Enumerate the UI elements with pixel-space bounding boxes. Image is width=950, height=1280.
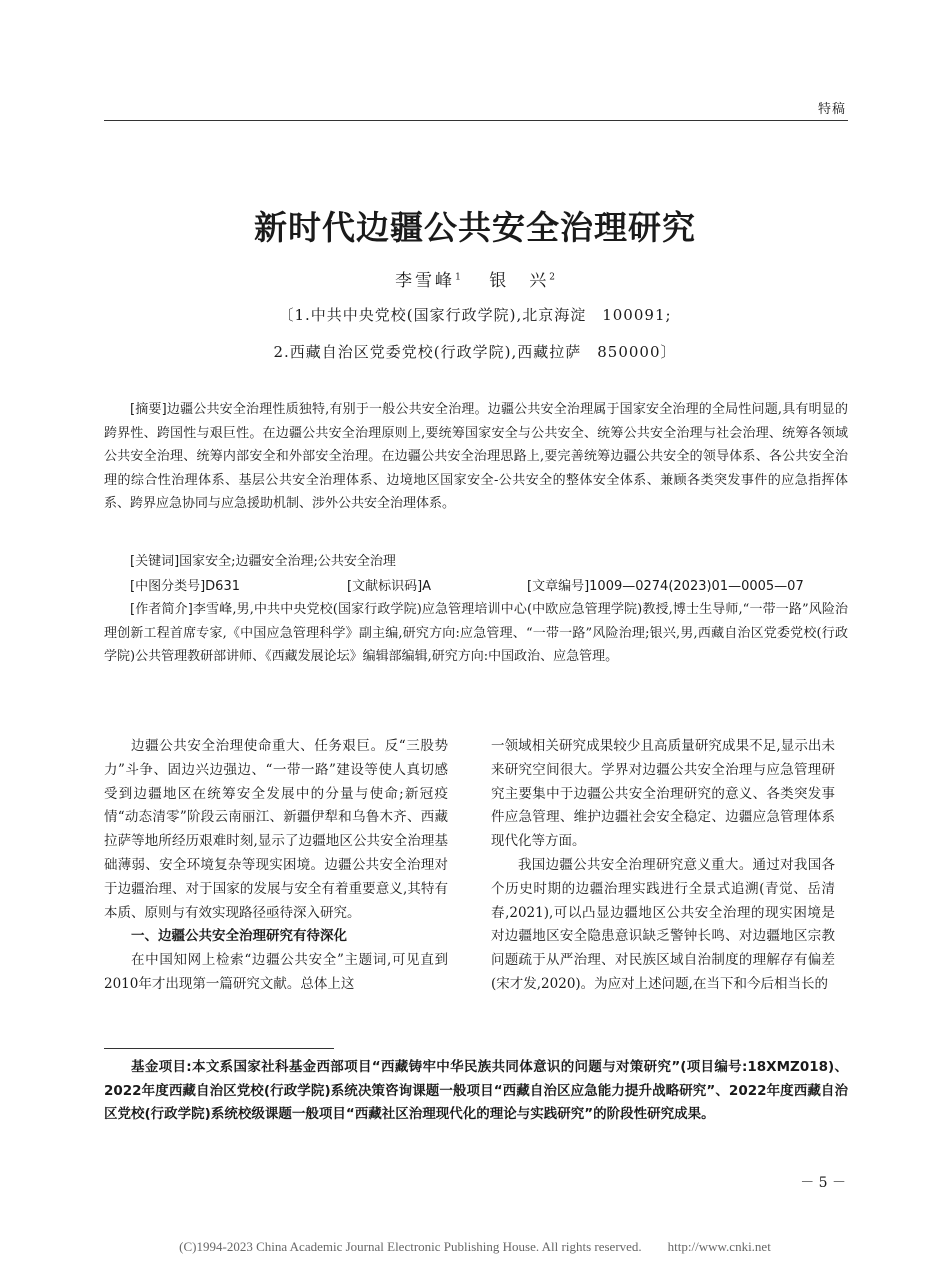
affiliation-2: 2.西藏自治区党委党校(行政学院),西藏拉萨 850000〕	[273, 343, 677, 361]
abstract-label: [摘要]	[130, 402, 167, 417]
document-code: [文献标识码]A	[347, 579, 432, 594]
body-paragraph: 一领域相关研究成果较少且高质量研究成果不足,显示出未来研究空间很大。学界对边疆公共安全治理与应急管理研究主要集中于边疆公共安全治理研究的意义、各类突发事件应急管理、维护边疆社会安全稳定、边疆应急管理体系现代化等方面。	[491, 738, 835, 850]
keywords	[104, 550, 848, 574]
affiliation-1: 〔1.中共中央党校(国家行政学院),北京海淀 100091;	[278, 306, 672, 324]
author-1-affil: 1	[455, 272, 461, 283]
author-2-affil: 2	[549, 272, 555, 283]
clc-code: [中图分类号]D631	[130, 579, 240, 594]
author-line	[0, 266, 950, 291]
funding-note: 基金项目:本文系国家社科基金西部项目“西藏铸牢中华民族共同体意识的问题与对策研究”(项目编号:18XMZ018)、2022年度西藏自治区党校(行政学院)系统决策咨询课题一般项目“西藏自治区应急能力提升战略研究”、2022年度西藏自治区党校(行政学院)系统校级课题一般项目“西藏社区治理现代化的理论与实践研究”的阶段性研究成果。	[104, 1059, 848, 1122]
author-bio	[104, 598, 848, 669]
keywords-text: 国家安全;边疆安全治理;公共安全治理	[179, 554, 396, 569]
author-bio-label: [作者简介]	[130, 602, 193, 617]
article-title: 新时代边疆公共安全治理研究	[254, 208, 696, 247]
author-2: 银 兴	[489, 271, 550, 291]
header-rule	[104, 120, 848, 121]
abstract	[104, 398, 848, 516]
body-paragraph: 我国边疆公共安全治理研究意义重大。通过对我国各个历史时期的边疆治理实践进行全景式追溯(青觉、岳清春,2021),可以凸显边疆地区公共安全治理的现实困境是对边疆地区安全隐患意识缺乏警钟长鸣、对边疆地区宗教问题疏于从严治理、对民族区域自治制度的理解存有偏差(宋才发,2020)。为应对上述问题,在当下和今后相当长的	[491, 856, 835, 992]
body-column-left	[104, 735, 448, 997]
author-bio-text: 李雪峰,男,中共中央党校(国家行政学院)应急管理培训中心(中欧应急管理学院)教授,博士生导师,“一带一路”风险治理创新工程首席专家,《中国应急管理科学》副主编,研究方向:应急管理、“一带一路”风险治理;银兴,男,西藏自治区党委党校(行政学院)公共管理教研部讲师、《西藏发展论坛》编辑部编辑,研究方向:中国政治、应急管理。	[104, 602, 848, 664]
keywords-label: [关键词]	[130, 554, 180, 569]
author-1: 李雪峰	[395, 271, 456, 291]
page-number: － 5 －	[800, 1175, 846, 1191]
body-paragraph: 在中国知网上检索“边疆公共安全”主题词,可见直到2010年才出现第一篇研究文献。总体上这	[104, 952, 448, 992]
body-paragraph: 边疆公共安全治理使命重大、任务艰巨。反“三股势力”斗争、固边兴边强边、“一带一路”建设等使人真切感受到边疆地区在统筹安全发展中的分量与使命;新冠疫情“动态清零”阶段云南丽江、新疆伊犁和乌鲁木齐、西藏拉萨等地所经历艰难时刻,显示了边疆地区公共安全治理基础薄弱、安全环境复杂等现实困境。边疆公共安全治理对于边疆治理、对于国家的发展与安全有着重要意义,其特有本质、原则与有效实现路径亟待深入研究。	[104, 738, 448, 921]
footnote-rule	[104, 1048, 334, 1049]
section-label: 特稿	[817, 102, 846, 117]
section-heading: 一、边疆公共安全治理研究有待深化	[131, 928, 347, 945]
abstract-text: 边疆公共安全治理性质独特,有别于一般公共安全治理。边疆公共安全治理属于国家安全治理的全局性问题,具有明显的跨界性、跨国性与艰巨性。在边疆公共安全治理原则上,要统筹国家安全与公共安全、统筹公共安全治理与社会治理、统筹各领域公共安全治理、统筹内部安全和外部安全治理。在边疆公共安全治理思路上,要完善统筹边疆公共安全的领导体系、各公共安全治理的综合性治理体系、基层公共安全治理体系、边境地区国家安全-公共安全的整体安全体系、兼顾各类突发事件的应急指挥体系、跨界应急协同与应急援助机制、涉外公共安全治理体系。	[104, 402, 848, 511]
body-column-right	[491, 735, 835, 997]
copyright-line: (C)1994-2023 China Academic Journal Electronic Publishing House. All rights reserved. http://www.cnki.net	[179, 1239, 771, 1254]
article-number: [文章编号]1009—0274(2023)01—0005—07	[527, 579, 804, 594]
